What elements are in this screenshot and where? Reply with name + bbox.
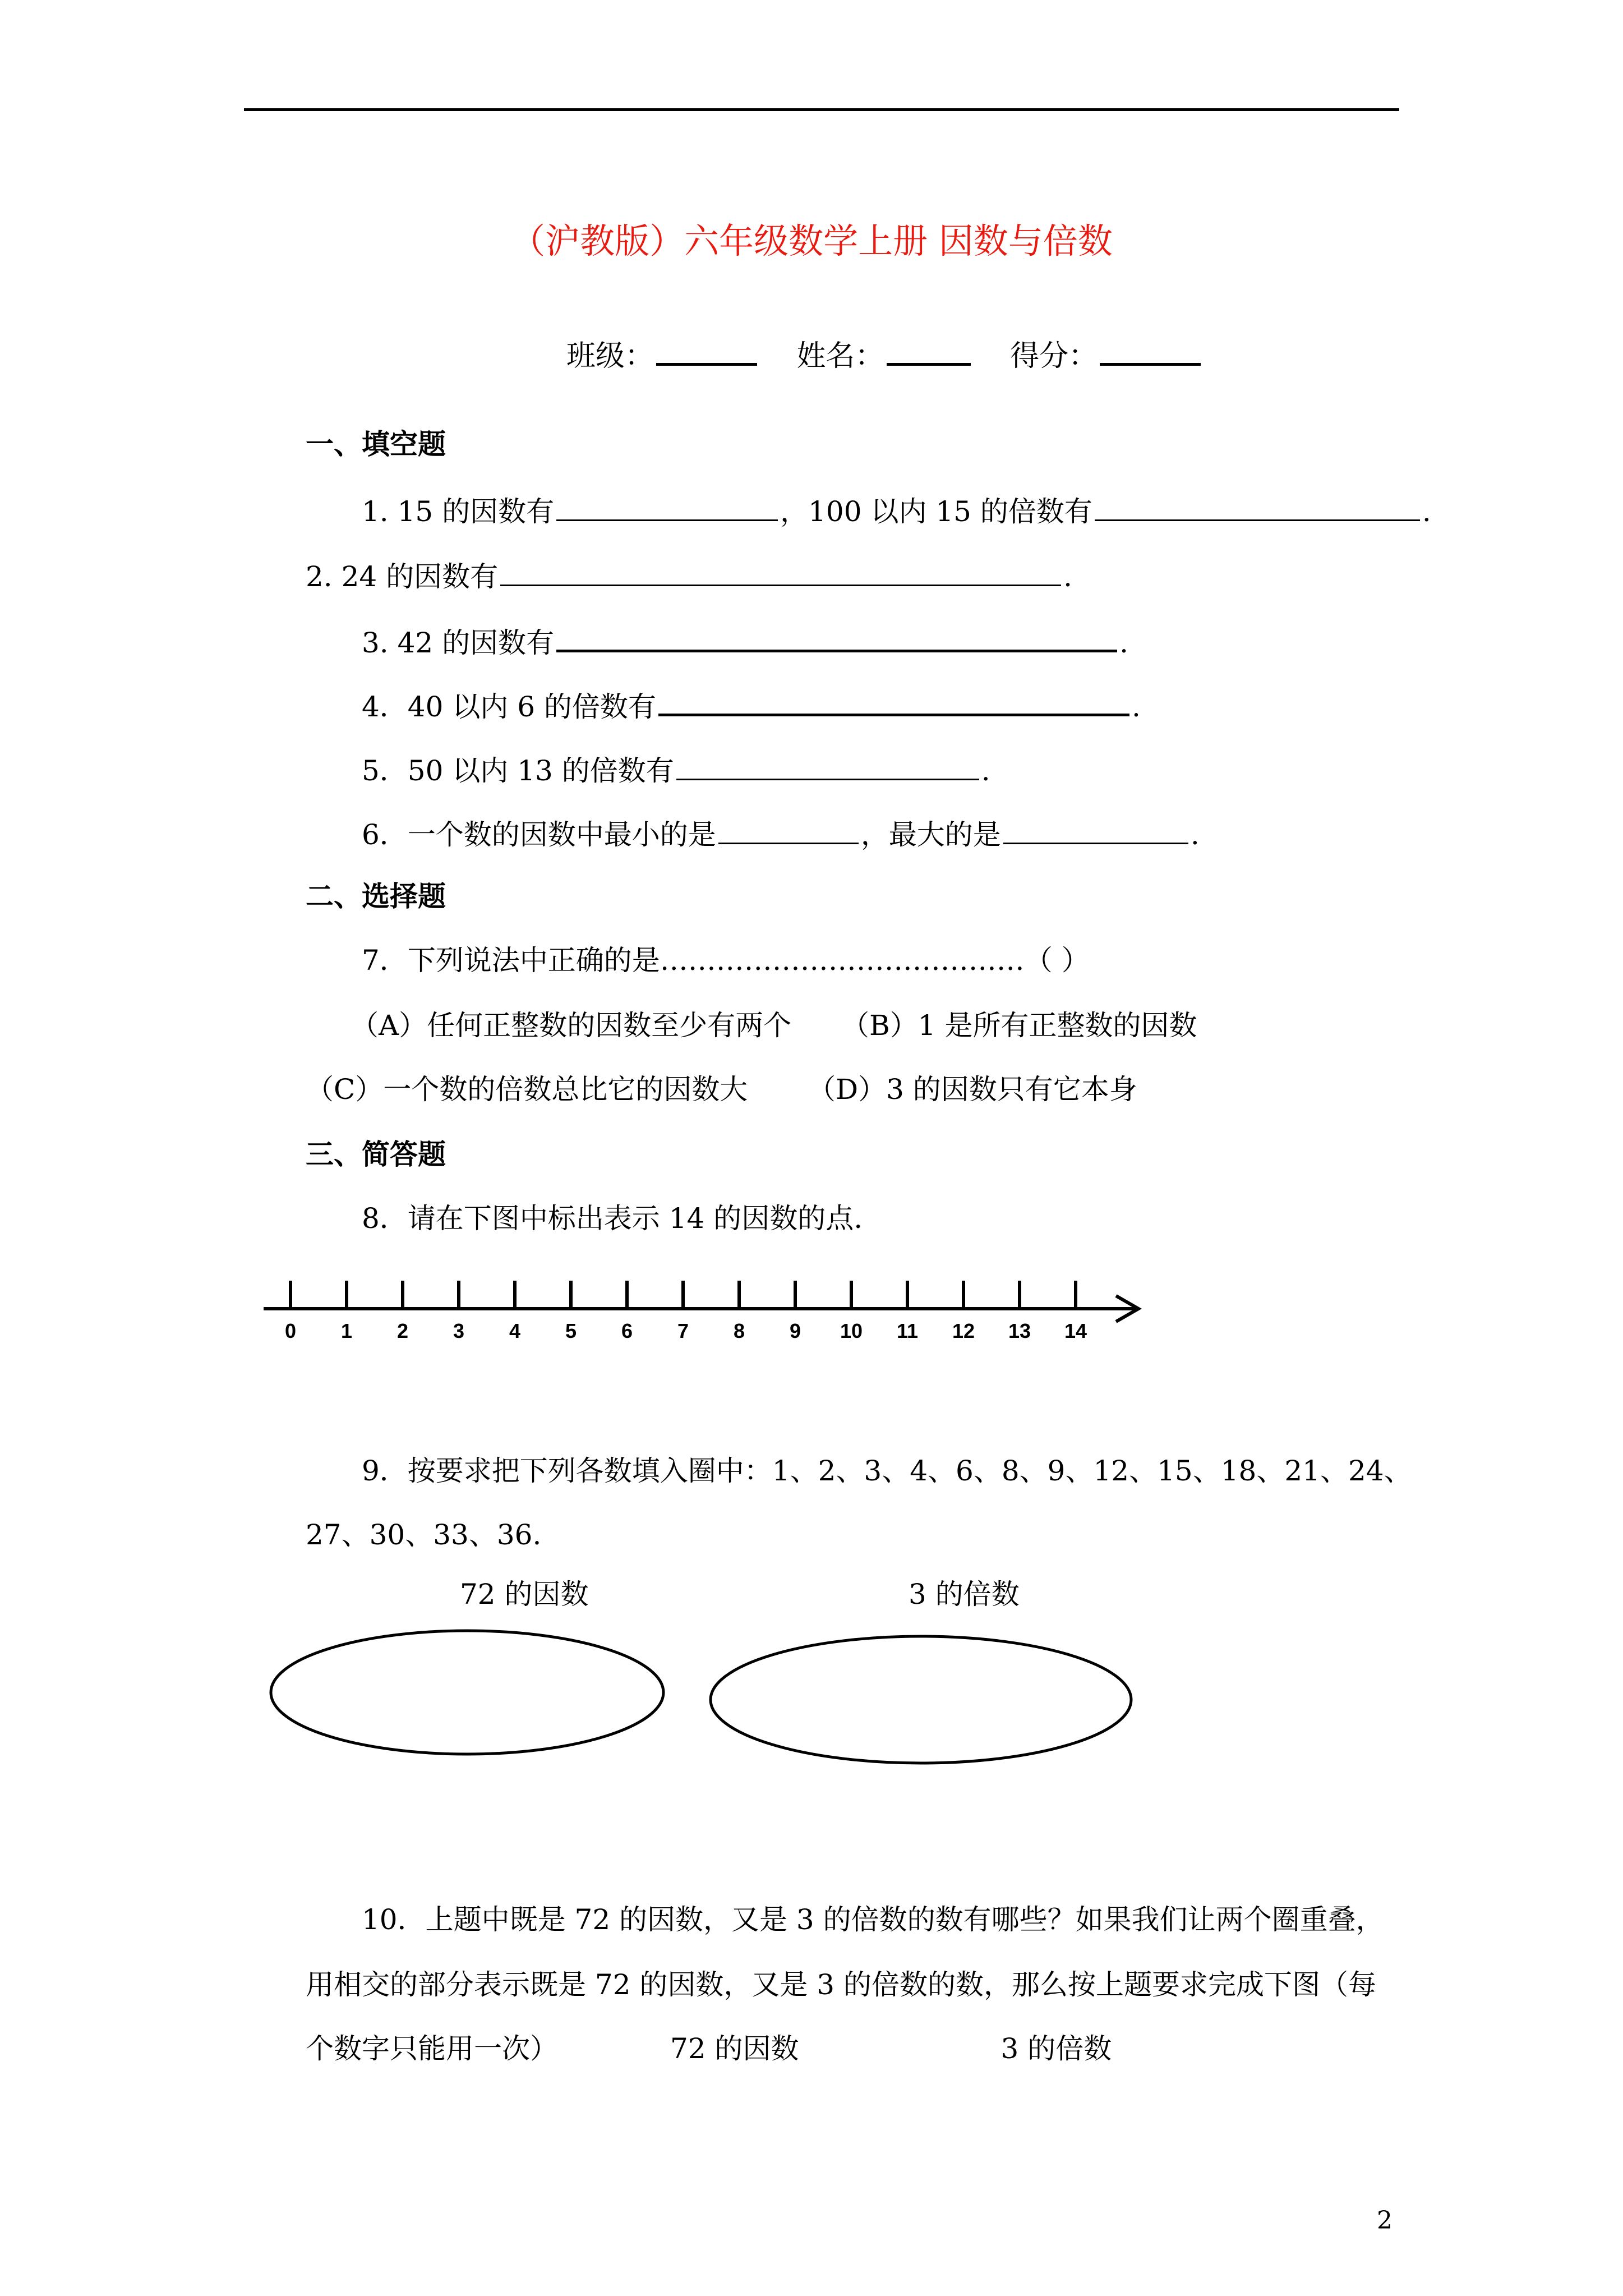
number-line-label: 3 <box>453 1319 465 1342</box>
q7-option-d[interactable]: （D）3 的因数只有它本身 <box>808 1073 1137 1106</box>
question-2 <box>306 556 1072 593</box>
question-3 <box>362 622 1128 660</box>
q6-end: . <box>1190 818 1200 851</box>
number-line-label: 9 <box>789 1319 801 1342</box>
page-title: （沪教版）六年级数学上册 因数与倍数 <box>510 220 1113 261</box>
q6-blank-a[interactable] <box>718 815 859 844</box>
q6-text-b: ，最大的是 <box>860 818 1001 851</box>
number-line-label: 14 <box>1064 1319 1087 1342</box>
number-line-label: 6 <box>621 1319 633 1342</box>
q7-option-c[interactable]: （C）一个数的倍数总比它的因数大 <box>306 1073 748 1106</box>
q6-text-a: 6．一个数的因数中最小的是 <box>362 818 716 851</box>
number-line-arrow <box>1116 1296 1138 1322</box>
q7-option-a[interactable]: （A）任何正整数的因数至少有两个 <box>351 1009 792 1042</box>
q2-blank[interactable] <box>500 556 1061 586</box>
factors-72-ellipse[interactable] <box>271 1631 663 1754</box>
name-label: 姓名： <box>796 339 884 373</box>
q2-end: . <box>1063 560 1073 593</box>
name-blank[interactable] <box>887 335 971 366</box>
question-1 <box>362 491 1431 528</box>
question-10-line3 <box>306 2032 1112 2065</box>
q1-blank-b[interactable] <box>1095 491 1420 521</box>
q10-label-factors-72: 72 的因数 <box>670 2032 799 2065</box>
q4-text: 4．40 以内 6 的倍数有 <box>362 691 656 723</box>
q2-text: 2. 24 的因数有 <box>306 560 499 593</box>
q3-text: 3. 42 的因数有 <box>362 627 555 659</box>
q4-blank[interactable] <box>658 685 1129 716</box>
number-line-label: 5 <box>565 1319 577 1342</box>
student-info-line <box>566 332 1203 374</box>
question-9-line2: 27、30、33、36. <box>306 1519 542 1551</box>
section-choice-heading: 二、选择题 <box>306 880 446 913</box>
q10-label-multiples-3: 3 的倍数 <box>1000 2032 1112 2065</box>
top-rule <box>244 108 1399 111</box>
q4-end: . <box>1131 691 1141 723</box>
multiples-3-ellipse[interactable] <box>711 1636 1131 1763</box>
number-line-label: 1 <box>340 1319 353 1342</box>
question-6 <box>362 815 1200 852</box>
question-10-line2: 用相交的部分表示既是 72 的因数，又是 3 的倍数的数，那么按上题要求完成下图（每 <box>306 1968 1377 2001</box>
question-7-stem: 7．下列说法中正确的是…………………………………（ ） <box>362 944 1090 977</box>
q5-text: 5．50 以内 13 的倍数有 <box>362 754 674 787</box>
question-8: 8．请在下图中标出表示 14 的因数的点. <box>362 1202 863 1235</box>
q1-text-b: ，100 以内 15 的倍数有 <box>780 495 1092 528</box>
q6-blank-b[interactable] <box>1003 815 1188 844</box>
number-line-label: 0 <box>284 1319 297 1342</box>
number-line-label: 4 <box>509 1319 521 1342</box>
question-9-line1: 9．按要求把下列各数填入圈中：1、2、3、4、6、8、9、12、15、18、21、24、 <box>362 1455 1412 1487</box>
number-line-label: 7 <box>677 1319 689 1342</box>
number-line-label: 12 <box>952 1319 975 1342</box>
question-4 <box>362 685 1141 724</box>
number-line-label: 10 <box>840 1319 863 1342</box>
number-line-label: 11 <box>896 1319 919 1342</box>
class-blank[interactable] <box>656 335 757 366</box>
q5-end: . <box>981 754 990 787</box>
q5-blank[interactable] <box>676 751 979 780</box>
score-blank[interactable] <box>1100 335 1201 366</box>
q10-line3-text: 个数字只能用一次） <box>306 2032 558 2065</box>
q1-end: . <box>1422 495 1431 528</box>
number-line-label: 13 <box>1008 1319 1031 1342</box>
page-number: 2 <box>1377 2206 1393 2235</box>
section-short-heading: 三、简答题 <box>306 1138 446 1171</box>
q3-end: . <box>1119 627 1129 659</box>
question-10-line1: 10．上题中既是 72 的因数，又是 3 的倍数的数有哪些？如果我们让两个圈重叠， <box>362 1903 1384 1936</box>
q3-blank[interactable] <box>556 622 1117 652</box>
class-label: 班级： <box>566 339 654 373</box>
question-5 <box>362 751 990 788</box>
q1-text-a: 1. 15 的因数有 <box>362 495 555 528</box>
section-fill-heading: 一、填空题 <box>306 427 446 461</box>
q7-option-b[interactable]: （B）1 是所有正整数的因数 <box>841 1009 1197 1042</box>
number-line-label: 2 <box>396 1319 409 1342</box>
q1-blank-a[interactable] <box>556 491 778 521</box>
number-line-label: 8 <box>733 1319 745 1342</box>
score-label: 得分： <box>1010 339 1098 373</box>
circle-label-multiples-3: 3 的倍数 <box>909 1578 1020 1611</box>
circle-label-factors-72: 72 的因数 <box>460 1578 589 1611</box>
